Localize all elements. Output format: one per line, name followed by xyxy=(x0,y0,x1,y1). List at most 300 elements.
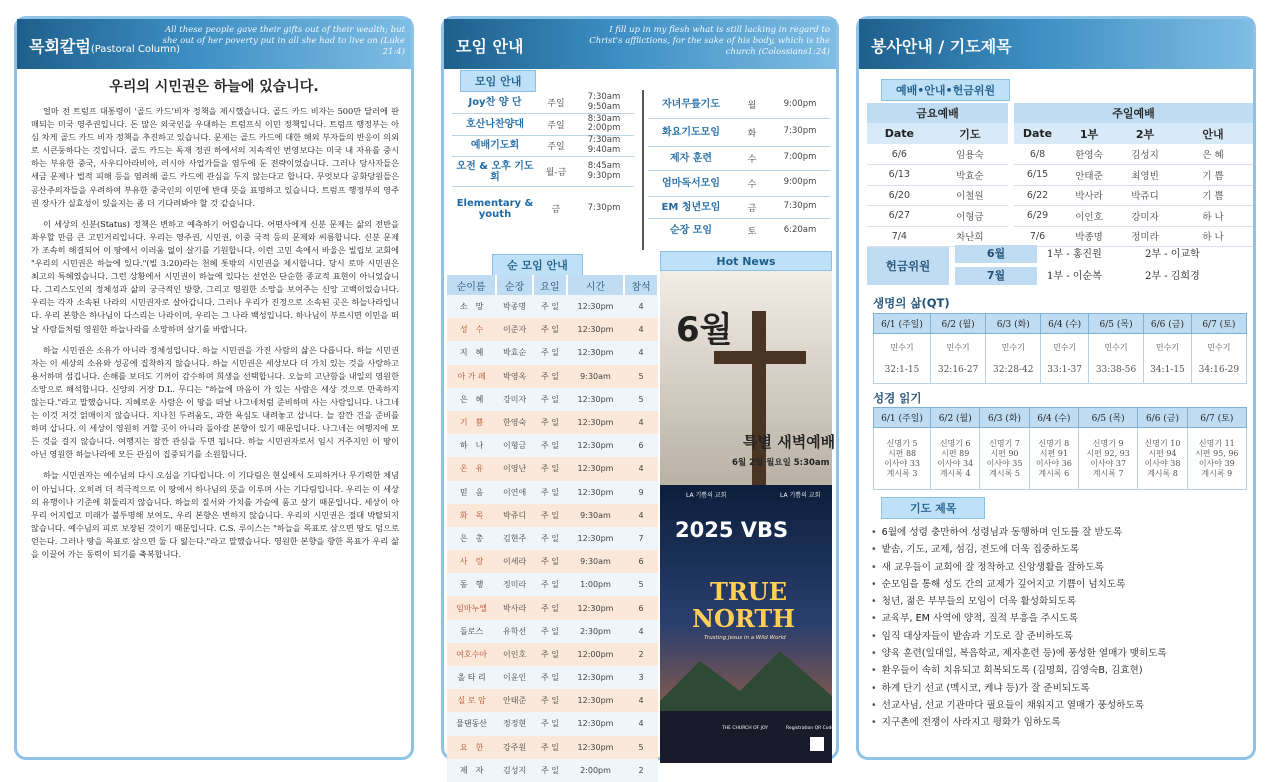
service-cell: 6/15 xyxy=(1011,165,1061,186)
soon-row xyxy=(447,527,658,550)
prayer-item: • 새 교우들이 교회에 잘 정착하고 신앙생활을 잘하도록 xyxy=(871,559,1251,576)
day-header: 6/2 (월) xyxy=(930,314,985,334)
poster2-footer: THE CHURCH OF JOY xyxy=(722,726,769,731)
prayer-item: • 청년, 젊은 부부들의 모임이 더욱 활성화되도록 xyxy=(871,593,1251,610)
qt-cell xyxy=(1041,334,1089,384)
soon-cell: 2:00pm xyxy=(567,759,624,782)
sub-header: Date xyxy=(1011,123,1061,144)
day-header: 6/7 (토) xyxy=(1187,408,1246,428)
soon-cell: 주 일 xyxy=(533,434,567,457)
bible-ref: 신명기 9 xyxy=(1092,438,1124,448)
bible-ref: 신명기 10 xyxy=(1144,438,1181,448)
service-cell: 7/4 xyxy=(867,226,932,247)
service-cell: 박종명 xyxy=(1061,226,1117,247)
soon-cell: 김현주 xyxy=(496,527,533,550)
soon-cell: 주 일 xyxy=(533,712,567,735)
meeting-time: 8:45am 9:30pm xyxy=(574,157,634,187)
day-header: 6/1 (주일) xyxy=(874,408,931,428)
service-cell: 6/13 xyxy=(867,165,932,186)
prayer-item: • 환우들이 속히 치유되고 회복되도록 (김명희, 김영숙B, 김효현) xyxy=(871,662,1251,679)
meeting-time: 6:20am xyxy=(783,224,817,235)
prayer-tag: 기도 제목 xyxy=(881,497,985,519)
meeting-time: 7:30am 9:40am xyxy=(574,135,634,157)
meeting-day: 금 xyxy=(551,205,561,216)
soon-row xyxy=(447,712,658,735)
soon-cell: 12:30pm xyxy=(567,295,624,318)
meeting-day: 화 xyxy=(734,118,770,146)
soon-cell: 물댄동산 xyxy=(447,712,496,735)
meeting-time: 7:30pm xyxy=(770,118,830,146)
qt-book: 민수기 xyxy=(890,343,914,352)
qt-ref: 33:38-56 xyxy=(1095,365,1137,375)
soon-cell: 12:30pm xyxy=(567,689,624,712)
soon-cell: 주 일 xyxy=(533,388,567,411)
meeting-row xyxy=(648,118,830,146)
sub-header: 기도 xyxy=(932,123,1011,144)
service-cell: 은 혜 xyxy=(1173,144,1253,165)
soon-cell: 강미자 xyxy=(496,388,533,411)
bible-title: 성경 읽기 xyxy=(873,391,922,405)
service-cell: 6/29 xyxy=(1011,206,1061,227)
soon-cell: 주 일 xyxy=(533,481,567,504)
soon-cell: 6 xyxy=(624,550,658,573)
bible-cell xyxy=(931,428,980,490)
soon-row xyxy=(447,341,658,364)
meeting-day: 주일 xyxy=(538,135,574,157)
bible-cell xyxy=(1138,428,1187,490)
soon-cell: 한영숙 xyxy=(496,411,533,434)
service-cell: 최영빈 xyxy=(1117,165,1173,186)
qt-book: 민수기 xyxy=(1155,343,1180,352)
soon-cell: 박사라 xyxy=(496,596,533,619)
bible-ref: 신명기 5 xyxy=(886,438,918,448)
soon-row xyxy=(447,643,658,666)
service-cell: 차난희 xyxy=(932,226,1011,247)
prayer-item: • 양육 훈련(일대일, 복음학교, 제자훈련 등)에 풍성한 열매가 맺히도록 xyxy=(871,645,1251,662)
bible-ref: 계시록 9 xyxy=(1201,468,1233,478)
qt-cell xyxy=(1088,334,1143,384)
meeting-time: 7:00pm xyxy=(770,146,830,170)
header-verse: All these people gave their gifts out of their wealth; but she out of her poverty put in all she had to live on (Luke 21:4) xyxy=(162,25,405,57)
soon-cell: 지 혜 xyxy=(447,341,496,364)
poster2-reg: Registration QR Code xyxy=(786,726,835,731)
soon-row xyxy=(447,550,658,573)
soon-row xyxy=(447,689,658,712)
soon-row xyxy=(447,481,658,504)
meeting-table-right xyxy=(648,92,830,242)
soon-cell: 주 일 xyxy=(533,527,567,550)
soon-cell: 2 xyxy=(624,759,658,782)
meeting-guide-title: 모임 안내 xyxy=(456,37,524,56)
soon-cell: 박종명 xyxy=(496,295,533,318)
bible-ref: 계시록 5 xyxy=(989,468,1020,478)
soon-cell: 박효순 xyxy=(496,341,533,364)
soon-cell: 4 xyxy=(624,689,658,712)
soon-cell: 하 나 xyxy=(447,434,496,457)
cash-month: 6월 xyxy=(955,245,1037,263)
soon-cell: 소 망 xyxy=(447,295,496,318)
service-row xyxy=(867,144,1253,165)
bible-ref: 계시록 8 xyxy=(1147,468,1178,478)
meeting-row xyxy=(648,92,830,118)
soon-cell: 기 쁨 xyxy=(447,411,496,434)
bible-ref: 시편 90 xyxy=(990,448,1019,458)
qr-code xyxy=(810,737,824,751)
soon-cell: 주 일 xyxy=(533,596,567,619)
soon-cell: 4 xyxy=(624,620,658,643)
service-cell: 박효순 xyxy=(932,165,1011,186)
day-header: 6/6 (금) xyxy=(1138,408,1187,428)
day-header: 6/2 (월) xyxy=(931,408,980,428)
service-row xyxy=(867,185,1253,206)
day-header: 6/3 (화) xyxy=(986,314,1041,334)
day-header: 6/5 (목) xyxy=(1078,408,1137,428)
qt-title: 생명의 삶(QT) xyxy=(873,296,950,310)
prayer-item: • 지구촌에 전쟁이 사라지고 평화가 임하도록 xyxy=(871,714,1251,731)
friday-header: 금요예배 xyxy=(867,103,1011,123)
soon-cell: 임마누엘 xyxy=(447,596,496,619)
service-cell: 6/6 xyxy=(867,144,932,165)
article-paragraph: 하늘 시민권자는 예수님의 다시 오심을 기다립니다. 이 기다림은 현실에서 도피하거나 무기력한 체념이 아닙니다. 오히려 더 적극적으로 이 땅에서 하나님의 뜻을 이루며 사는 기다림입니다. 우리는 이 세상의 유행이나 기준에 휘둘리지 않습니다. 하늘의 질서와 가치를 가슴에 품고 살기 때문입니다. 세상이 아무리 어지럽고 미래가 불투명해 보여도, 우리 본향은 변하지 않습니다. 우리의 시민권은 절대 박탈되지 않습니다. 예수님의 피로 보장된 것이기 때문입니다. C.S. 루이스는 "하늘을 목표로 삼으면 땅도 덤으로 얻는다. 그러나 땅을 목표로 삼으면 둘 다 잃는다."라고 말했습니다. 영원한 본향을 향한 목표가 우리 삶을 이끌어 가는 동력이 되기를 축복합니다. xyxy=(31,470,399,559)
soon-cell: 은 총 xyxy=(447,527,496,550)
soon-cell: 이연애 xyxy=(496,481,533,504)
prayer-item: • 임직 대상자들이 밭솜과 기도로 잘 준비하도록 xyxy=(871,628,1251,645)
bible-ref: 계시록 7 xyxy=(1092,468,1124,478)
bible-ref: 이사야 33 xyxy=(884,458,920,468)
service-cell: 기 쁨 xyxy=(1173,165,1253,186)
service-cell: 강미자 xyxy=(1117,206,1173,227)
meeting-time: 9:00pm xyxy=(770,92,830,118)
soon-cell: 4 xyxy=(624,504,658,527)
soon-cell: 12:30pm xyxy=(567,318,624,341)
meeting-row xyxy=(452,114,634,136)
prayer-item: • 하계 단기 선교 (멕시코, 케냐 등)가 잘 준비되도록 xyxy=(871,680,1251,697)
soon-cell: 9:30am xyxy=(567,504,624,527)
soon-cell: 강주원 xyxy=(496,736,533,759)
service-cell: 박사라 xyxy=(1061,185,1117,206)
service-cell: 6/27 xyxy=(867,206,932,227)
cash-group1: 1부 - 홍진원 xyxy=(1047,249,1102,260)
service-cell: 6/22 xyxy=(1011,185,1061,206)
cash-group1: 1부 - 이순복 xyxy=(1047,271,1102,282)
bible-cell xyxy=(1029,428,1078,490)
soon-row xyxy=(447,504,658,527)
soon-cell: 여호수아 xyxy=(447,643,496,666)
service-row xyxy=(867,206,1253,227)
soon-cell: 아 가 페 xyxy=(447,365,496,388)
cash-row xyxy=(955,267,1200,285)
meeting-row xyxy=(648,218,830,242)
meeting-row xyxy=(452,187,634,231)
service-cell: 6/8 xyxy=(1011,144,1061,165)
article-paragraph: 이 세상의 신분(Status) 정책은 변하고 예측하기 어렵습니다. 어떤사에게 신분 문제는 삶의 전반을 좌우할 만큼 큰 고민거리입니다. 우리는 영주권, 시민권, 이중 국적 등의 문제와 씨름합니다. 신분 문제가 조속히 해결되어 이 땅에서 이러움 없이 살기를 기원합니다. 이런 고민 속에서 바울은 빌립보 교회에 "우리의 시민권은 하늘에 있다."(빌 3:20)라는 천혜 톳밖의 시민권을 제시합니다. 당시 로마 시민권은 최고의 특혜였습니다. 그런 상황에서 시민권이 하늘에 있다는 선언은 단순한 종교적 표현이 아니었습니다. 그리스도인의 정체성과 삶의 궁극적인 방향, 그리고 영원한 소망을 보여주는 신앙 고백이었습니다. 우리는 각자 소속된 나라의 시민권자로 살아갑니다. 그러나 우리가 진정으로 소속된 곳은 하늘나라입니다. 우리 본향은 하나님이 다스리는 나라이며, 우리는 그 나라 백성입니다. 하나님이 부르시면 이민을 떠날 사람들처럼 영원한 하늘나라를 소망하며 살기를 바랍니다. xyxy=(31,218,399,334)
bible-ref: 이사야 37 xyxy=(1090,458,1127,468)
meeting-row xyxy=(648,146,830,170)
meeting-day: 주일 xyxy=(538,114,574,136)
soon-cell: 주 일 xyxy=(533,689,567,712)
soon-cell: 2:30pm xyxy=(567,620,624,643)
service-row xyxy=(867,165,1253,186)
soon-cell: 5 xyxy=(624,365,658,388)
soon-cell: 주 일 xyxy=(533,295,567,318)
sub-header: 안내 xyxy=(1173,123,1253,144)
soon-header: 참석 xyxy=(624,275,658,295)
service-row xyxy=(867,226,1253,247)
cash-group2: 2부 - 김희경 xyxy=(1145,271,1200,282)
soon-cell: 12:30pm xyxy=(567,457,624,480)
meeting-time: 8:30am 2:00pm xyxy=(574,114,634,136)
bible-ref: 이사야 39 xyxy=(1198,458,1235,468)
qt-book: 민수기 xyxy=(946,343,970,352)
bible-cell xyxy=(980,428,1029,490)
service-cell: 7/6 xyxy=(1011,226,1061,247)
bible-cell xyxy=(1078,428,1137,490)
prayer-item: • 선교사님, 선교 기관마다 필요들이 채워지고 열매가 풍성하도록 xyxy=(871,697,1251,714)
bible-ref: 신명기 7 xyxy=(989,438,1020,448)
soon-cell: 9:30am xyxy=(567,550,624,573)
soon-row xyxy=(447,666,658,689)
meeting-name: Joy찬 양 단 xyxy=(452,92,538,114)
soon-cell: 6 xyxy=(624,434,658,457)
soon-cell: 12:00pm xyxy=(567,643,624,666)
soon-header: 요일 xyxy=(533,275,567,295)
poster1-bg xyxy=(660,271,832,485)
soon-cell: 주 일 xyxy=(533,457,567,480)
poster2-theme2: NORTH xyxy=(692,604,795,633)
service-cell: 박쥬디 xyxy=(1117,185,1173,206)
bible-ref: 시편 89 xyxy=(941,448,970,458)
meeting-day: 주일 xyxy=(538,92,574,114)
soon-row xyxy=(447,620,658,643)
soon-cell: 12:30pm xyxy=(567,341,624,364)
bible-ref: 시편 94 xyxy=(1148,448,1177,458)
meeting-name: 예배기도회 xyxy=(452,135,538,157)
service-cell: 임용숙 xyxy=(932,144,1011,165)
soon-cell: 12:30pm xyxy=(567,388,624,411)
service-prayer-header xyxy=(859,19,1253,69)
meeting-guide-panel xyxy=(441,16,839,775)
soon-cell: 12:30pm xyxy=(567,596,624,619)
soon-header: 순장 xyxy=(496,275,533,295)
meeting-day: 수 xyxy=(734,146,770,170)
soon-row xyxy=(447,457,658,480)
soon-cell: 이형금 xyxy=(496,434,533,457)
bible-ref: 계시록 6 xyxy=(1038,468,1070,478)
soon-cell: 5 xyxy=(624,388,658,411)
day-header: 6/4 (수) xyxy=(1029,408,1078,428)
soon-cell: 12:30pm xyxy=(567,434,624,457)
meeting-row xyxy=(452,92,634,114)
pastoral-column-panel xyxy=(14,16,414,760)
soon-header-row xyxy=(447,275,658,295)
service-cell: 한영숙 xyxy=(1061,144,1117,165)
soon-cell: 제 자 xyxy=(447,759,496,782)
bible-body-row xyxy=(874,428,1247,490)
soon-cell: 3 xyxy=(624,666,658,689)
soon-row xyxy=(447,295,658,318)
meeting-time: 9:00pm xyxy=(770,170,830,196)
pastoral-column-header xyxy=(17,19,411,69)
article-paragraph: 얼마 전 트럼프 대통령이 '골드 카드'비자 정책을 제시했습니다. 골드 카드 비자는 500만 달러에 판매되는 미국 영주권입니다. 돈 많은 외국인을 우대하는 트럼프식 이민 정책입니다. 트럼프 행정부는 아심 차게 골드 카드 비자 정책을 추진하고 있습니다. 문제는 골드 카드에 대한 해외 부자들의 반응이 의외로 시큰둥하다는 것입니다. 골드 카드는 독재 정권 하에서의 지속적인 번영보다는 미국 내 자유를 중시하는 부유한 중국, 사우디아라비아, 러시아 사업가들을 염두에 둔 전략이었습니다. 그러나 당사자들은 세금 문제나 법적 피해 등을 염려해 골드 카드에 관심을 두지 않는다고 합니다. 무엇보다 공화당원들은 공산주의자들을 우려하여 부유한 중국인의 이민에 반대 뜻을 표명하고 있습니다. 트럼프 행정부의 영주권 장사가 실효성이 있을지는 좀 더 기다려봐야 할 것 같습니다. xyxy=(31,106,399,208)
soon-cell: 이인호 xyxy=(496,643,533,666)
bible-header-row xyxy=(874,408,1247,428)
bible-ref: 신명기 8 xyxy=(1038,438,1070,448)
day-header: 6/5 (목) xyxy=(1088,314,1143,334)
cash-month: 7월 xyxy=(955,267,1037,285)
service-header-row xyxy=(867,103,1253,123)
soon-cell: 이윤인 xyxy=(496,666,533,689)
poster1-date: 6월 2일 월요일 5:30am xyxy=(732,458,830,468)
soon-cell: 6 xyxy=(624,596,658,619)
service-cell: 안태준 xyxy=(1061,165,1117,186)
qt-ref: 34:16-29 xyxy=(1198,365,1240,375)
soon-cell: 요 한 xyxy=(447,736,496,759)
soon-cell: 정미라 xyxy=(496,573,533,596)
meeting-day: 월-금 xyxy=(538,157,574,187)
qt-body-row xyxy=(874,334,1247,384)
qt-ref: 34:1-15 xyxy=(1150,365,1185,375)
meeting-name: 제자 훈련 xyxy=(648,146,734,170)
bible-ref: 계시록 3 xyxy=(886,468,918,478)
article-body xyxy=(17,105,411,561)
soon-cell: 12:30pm xyxy=(567,736,624,759)
soon-cell: 5 xyxy=(624,736,658,759)
meeting-divider xyxy=(642,90,644,250)
qt-ref: 32:28-42 xyxy=(993,365,1034,375)
meeting-tag: 모임 안내 xyxy=(460,70,536,92)
bible-cell xyxy=(874,428,931,490)
soon-cell: 정정현 xyxy=(496,712,533,735)
poster2-vbs: 2025 VBS xyxy=(675,518,789,542)
soon-row xyxy=(447,434,658,457)
soon-cell: 사 랑 xyxy=(447,550,496,573)
soon-cell: 올 타 리 xyxy=(447,666,496,689)
qt-cell xyxy=(930,334,985,384)
soon-cell: 5 xyxy=(624,573,658,596)
soon-row xyxy=(447,596,658,619)
sub-header: 1부 xyxy=(1061,123,1117,144)
soon-cell: 주 일 xyxy=(533,736,567,759)
soon-cell: 4 xyxy=(624,457,658,480)
bible-ref: 시편 95, 96 xyxy=(1195,448,1239,458)
meeting-row xyxy=(452,135,634,157)
soon-cell: 이영난 xyxy=(496,457,533,480)
service-prayer-title: 봉사안내 / 기도제목 xyxy=(871,37,1012,56)
sunday-header: 주일예배 xyxy=(1011,103,1253,123)
cash-label: 헌금위원 xyxy=(867,247,949,285)
soon-cell: 12:30pm xyxy=(567,666,624,689)
poster2-church: LA 기쁨의 교회 xyxy=(686,492,727,499)
soon-cell: 돌로스 xyxy=(447,620,496,643)
soon-row xyxy=(447,388,658,411)
day-header: 6/3 (화) xyxy=(980,408,1029,428)
soon-cell: 김성지 xyxy=(496,759,533,782)
soon-cell: 이준자 xyxy=(496,318,533,341)
qt-book: 민수기 xyxy=(1001,343,1025,352)
soon-cell: 주 일 xyxy=(533,759,567,782)
bible-ref: 신명기 6 xyxy=(939,438,971,448)
soon-row xyxy=(447,365,658,388)
service-cell: 하 나 xyxy=(1173,226,1253,247)
soon-row xyxy=(447,736,658,759)
bible-cell xyxy=(1187,428,1246,490)
service-subheader-row xyxy=(867,123,1253,144)
bible-ref: 이사야 34 xyxy=(937,458,974,468)
service-tag: 예배•안내•헌금위원 xyxy=(881,79,1010,101)
soon-cell: 9 xyxy=(624,481,658,504)
service-cell: 이형금 xyxy=(932,206,1011,227)
soon-cell: 4 xyxy=(624,341,658,364)
soon-cell: 주 일 xyxy=(533,643,567,666)
soon-cell: 박영옥 xyxy=(496,365,533,388)
meeting-name: 오전 & 오후 기도회 xyxy=(452,157,538,187)
bible-ref: 이사야 36 xyxy=(1035,458,1072,468)
meeting-day: 수 xyxy=(734,170,770,196)
meeting-name: 순장 모임 xyxy=(669,224,713,236)
prayer-item: • 밭솜, 기도, 교제, 섬김, 전도에 더욱 집중하도록 xyxy=(871,541,1251,558)
soon-cell: 동 행 xyxy=(447,573,496,596)
soon-cell: 주 일 xyxy=(533,620,567,643)
poster2-theme1: TRUE xyxy=(710,577,788,606)
meeting-name: Elementary & youth xyxy=(456,197,534,220)
qt-book: 민수기 xyxy=(1207,343,1231,352)
service-cell: 하 나 xyxy=(1173,206,1253,227)
meeting-table-left xyxy=(452,92,634,231)
day-header: 6/1 (주일) xyxy=(874,314,931,334)
meeting-guide-header xyxy=(444,19,836,69)
poster1-title: 특별 새벽예배 xyxy=(743,433,836,451)
soon-row xyxy=(447,411,658,434)
soon-cell: 주 일 xyxy=(533,341,567,364)
article-paragraph: 하늘 시민권은 소유가 아니라 정체성입니다. 하늘 시민권을 가진 사람의 삶은 다릅니다. 하늘 시민권자는 이 세상의 소유와 성공에 집착하지 않습니다. 하늘 시민권은 세상보다 더 가치 있는 것을 사랑하고 용서하며 섬깁니다. 손해를 보더도 기꺼이 감수하며 희생을 선택합니다. 오늘의 고난함을 내일의 영원한 소망으로 해석합니다. 신앙의 거장 D.L. 무디는 "하늘에 마음이 가 있는 사람은 세상 것으로 만족하지 않는다."라고 말했습니다. 지혜로운 사람은 이 땅을 떠날 나그네처럼 준비하며 사는 사람입니다. 나그네는 이것 저것 얽매이지 않습니다. 지나친 두려움도, 과한 욕심도 내려놓고 삽니다. 늘 잠깐 건을 준비를 하며 삽니다. 이 세상이 영원히 거할 곳이 아니라 돌아갈 본향이 있기 때문입니다. 나그네는 여행지에 모든 것을 걸지 않습니다. 여행지는 잠깐 관심을 두면 됩니다. 하늘 시민권자로서 임시 거주지인 이 땅이 아닌 영원한 하늘나라에 모든 관심이 집중되기를 소원합니다. xyxy=(31,344,399,460)
meeting-day: 월 xyxy=(734,92,770,118)
article-title: 우리의 시민권은 하늘에 있습니다. xyxy=(109,79,319,95)
sub-header: 2부 xyxy=(1117,123,1173,144)
meeting-time: 7:30pm xyxy=(587,203,621,213)
service-cell: 기 쁨 xyxy=(1173,185,1253,206)
header-verse: I fill up in my flesh what is still lacking in regard to Christ's afflictions, for the sake of his body, which is the church (Colossians1:24) xyxy=(589,25,830,57)
soon-row xyxy=(447,318,658,341)
soon-table xyxy=(447,275,659,782)
meeting-name: 화요기도모임 xyxy=(648,118,734,146)
soon-cell: 박쥬디 xyxy=(496,504,533,527)
hot-news-posters xyxy=(660,251,836,763)
hot-news-tag: Hot News xyxy=(660,251,832,271)
meeting-name: EM 청년모임 xyxy=(648,196,734,218)
soon-cell: 주 일 xyxy=(533,318,567,341)
sub-header: Date xyxy=(867,123,932,144)
soon-header: 순이름 xyxy=(447,275,496,295)
soon-cell: 12:30pm xyxy=(567,527,624,550)
day-header: 6/6 (금) xyxy=(1144,314,1192,334)
soon-cell: 이세라 xyxy=(496,550,533,573)
service-table xyxy=(867,103,1253,247)
soon-cell: 실 로 암 xyxy=(447,689,496,712)
qt-table xyxy=(873,313,1247,384)
qt-cell xyxy=(874,334,931,384)
soon-cell: 성 수 xyxy=(447,318,496,341)
bible-ref: 이사야 35 xyxy=(986,458,1023,468)
soon-cell: 화 목 xyxy=(447,504,496,527)
soon-cell: 1:00pm xyxy=(567,573,624,596)
qt-ref: 33:1-37 xyxy=(1047,365,1083,375)
cash-group2: 2부 - 이교학 xyxy=(1145,249,1200,260)
cash-row xyxy=(955,245,1200,263)
soon-tag: 순 모임 안내 xyxy=(492,254,583,276)
meeting-row xyxy=(648,196,830,218)
service-prayer-panel xyxy=(856,16,1256,760)
prayer-list xyxy=(871,524,1251,732)
